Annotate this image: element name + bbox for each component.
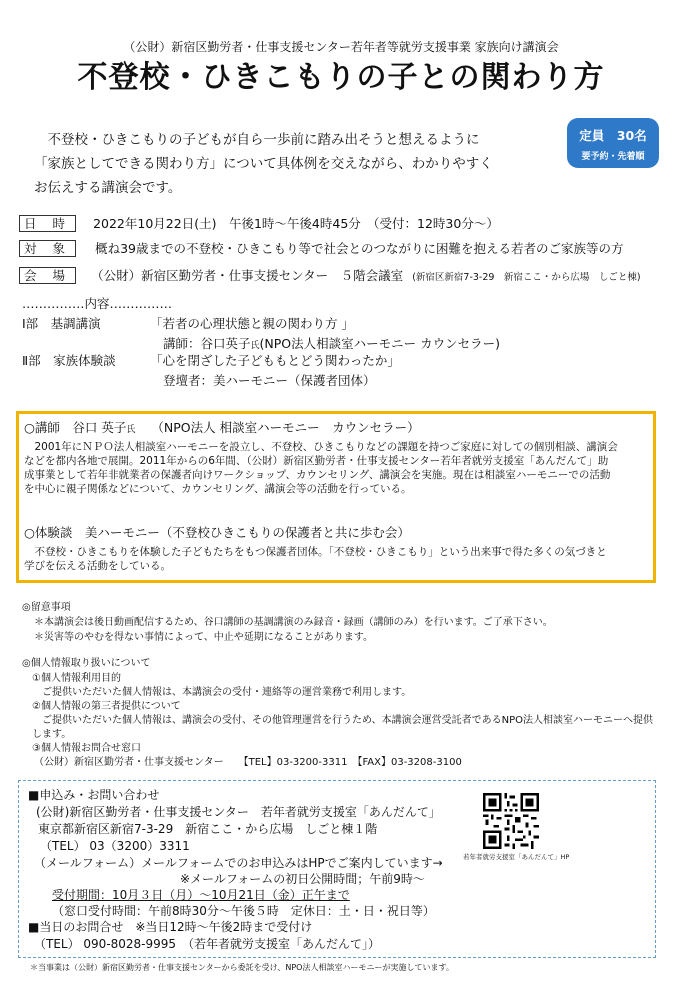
capacity-label: 定員 30名: [579, 128, 647, 143]
privacy-s2-title: ②個人情報の第三者提供について: [32, 701, 181, 712]
date-value: 2022年10月22日(土) 午後1時〜午後4時45分 （受付：12時30分〜）: [93, 216, 499, 231]
part1-title: 「若者の心理状態と親の関わり方 」: [150, 316, 354, 331]
sameday-tel: （TEL） 090-8028-9995 （若年者就労支援室「あんだんて」）: [34, 937, 381, 951]
intro-text: [34, 128, 554, 200]
part1-label: Ⅰ部 基調講演: [22, 316, 101, 331]
intro-line: 「家族としてできる関わり方」について具体例を交えながら、わかりやすく: [34, 156, 493, 172]
part1-speaker: [163, 334, 500, 352]
venue-address: (新宿区新宿7-3-29 新宿ここ・から広場 しごと棟): [412, 272, 641, 283]
contact-org: (公財)新宿区勤労者・仕事支援センター 若年者就労支援室「あんだんて」: [36, 805, 441, 819]
contact-form-note: ※メールフォームの初日公開時間；午前9時〜: [180, 872, 425, 886]
lecturer-body: [24, 440, 652, 496]
privacy-s3-body: （公財）新宿区勤労者・仕事支援センター 【TEL】03-3200-3311 【FAX】03-3208-3100: [34, 757, 462, 768]
privacy-heading: ◎個人情報取り扱いについて: [22, 658, 151, 669]
notes-item: ＊災害等のやむを得ない事情によって、中止や延期になることがあります。: [34, 632, 373, 643]
contact-address: 東京都新宿区新宿7-3-29 新宿ここ・から広場 しごと棟１階: [38, 822, 378, 836]
program-header: ……………内容……………: [22, 296, 173, 311]
part2-label: Ⅱ部 家族体験談: [22, 353, 116, 368]
event-subtitle: （公財）新宿区勤労者・仕事支援センター若年者等就労支援事業 家族向け講演会: [123, 40, 559, 54]
qr-code-icon[interactable]: [483, 793, 539, 849]
capacity-badge: [567, 118, 659, 168]
part2-title: 「心を閉ざした子どももとどう関わったか」: [150, 353, 400, 368]
contact-tel: （TEL） 03（3200）3311: [40, 839, 190, 853]
lecturer-body-line: などを都内各地で展開。2011年からの6年間、（公財）新宿区勤労者・仕事支援センター若年者就労支援室「あんだんて」助: [24, 455, 609, 467]
contact-form: （メールフォーム）メールフォームでのお申込みはHPでご案内しています→: [34, 856, 443, 870]
privacy-s3-title: ③個人情報お問合せ窓口: [32, 743, 141, 754]
story-body: [24, 545, 652, 573]
part2-speaker: 登壇者：美ハーモニー（保護者団体）: [163, 373, 376, 388]
page-title: 不登校・ひきこもりの子との関わり方: [77, 60, 605, 95]
venue-label: 会 場: [19, 267, 76, 284]
target-value: 概ね39歳までの不登校・ひきこもり等で社会とのつながりに困難を抱える若者のご家族等の方: [95, 241, 624, 256]
contact-window: （窓口受付時間：午前8時30分〜午後５時 定休日：土・日・祝日等）: [52, 904, 435, 918]
privacy-s2-body: ご提供いただいた個人情報は、講演会の受付、その他管理運営を行うため、本講演会運営受託者であるNPO法人相談室ハーモニーへ提供: [42, 715, 653, 726]
footer-note: ＊当事業は（公財）新宿区勤労者・仕事支援センターから委託を受け、NPO法人相談室ハーモニーが実施しています。: [30, 963, 454, 972]
part1-speaker-suffix: 氏: [250, 341, 260, 351]
part1-speaker-name: 講師：谷口英子: [163, 336, 251, 351]
lecturer-name: ○講師 谷口 英子: [24, 420, 127, 435]
target-label: 対 象: [19, 240, 76, 257]
intro-line: お伝えする講演会です。: [34, 180, 182, 196]
sameday-heading: ■当日のお問合せ ※当日12時〜午後2時まで受付け: [28, 920, 313, 934]
contact-heading: ■申込み・お問い合わせ: [28, 788, 160, 802]
story-body-line: 学びを伝える活動をしている。: [24, 560, 171, 572]
lecturer-org: （NPO法人 相談室ハーモニー カウンセラー）: [151, 420, 420, 435]
lecturer-suffix: 氏: [126, 425, 136, 435]
venue-row: [19, 265, 641, 285]
target-row: [19, 238, 624, 258]
notes-item: ＊本講演会は後日動画配信するため、谷口講師の基調講演のみ録音・録画（講師のみ）を行います。ご了承下さい。: [34, 617, 553, 628]
privacy-s1-body: ご提供いただいた個人情報は、本講演会の受付・連絡等の運営業務で利用します。: [42, 687, 412, 698]
lecturer-body-line: 成事業として若年非就業者の保護者向けワークショップ、カウンセリング、講演会を実施。現在は相談室ハーモニーでの活動: [24, 469, 611, 481]
privacy-s1-title: ①個人情報利用目的: [32, 673, 121, 684]
story-heading: ○体験談 美ハーモニー（不登校ひきこもりの保護者と共に歩む会）: [24, 525, 410, 540]
intro-line: 不登校・ひきこもりの子どもが自ら一歩前に踏み出そうと想えるように: [47, 132, 480, 148]
qr-caption: 若年者就労支援室「あんだんて」HP: [463, 853, 570, 861]
lecturer-body-line: 2001年にＮＰＯ法人相談室ハーモニーを設立し、不登校、ひきこもりなどの課題を持つご家庭に対しての個別相談、講演会: [34, 441, 618, 453]
lecturer-heading: [24, 418, 420, 436]
privacy-s2-body-cont: します。: [32, 729, 72, 740]
part1-speaker-org: (NPO法人相談室ハーモニー カウンセラー): [259, 336, 500, 351]
story-body-line: 不登校・ひきこもりを体験した子どもたちをもつ保護者団体。「不登校・ひきこもり」という出来事で得た多くの気づきと: [34, 546, 607, 558]
lecturer-body-line: を中心に親子関係などについて、カウンセリング、講演会等の活動を行っている。: [24, 483, 412, 495]
date-row: [19, 213, 499, 233]
contact-period: 受付期間：10月３日（月）〜10月21日（金）正午まで: [52, 888, 350, 902]
notes-heading: ◎留意事項: [22, 602, 71, 613]
date-label: 日 時: [19, 215, 76, 232]
capacity-note: 要予約・先着順: [581, 152, 645, 162]
venue-value: （公財）新宿区勤労者・仕事支援センター ５階会議室: [91, 268, 404, 283]
